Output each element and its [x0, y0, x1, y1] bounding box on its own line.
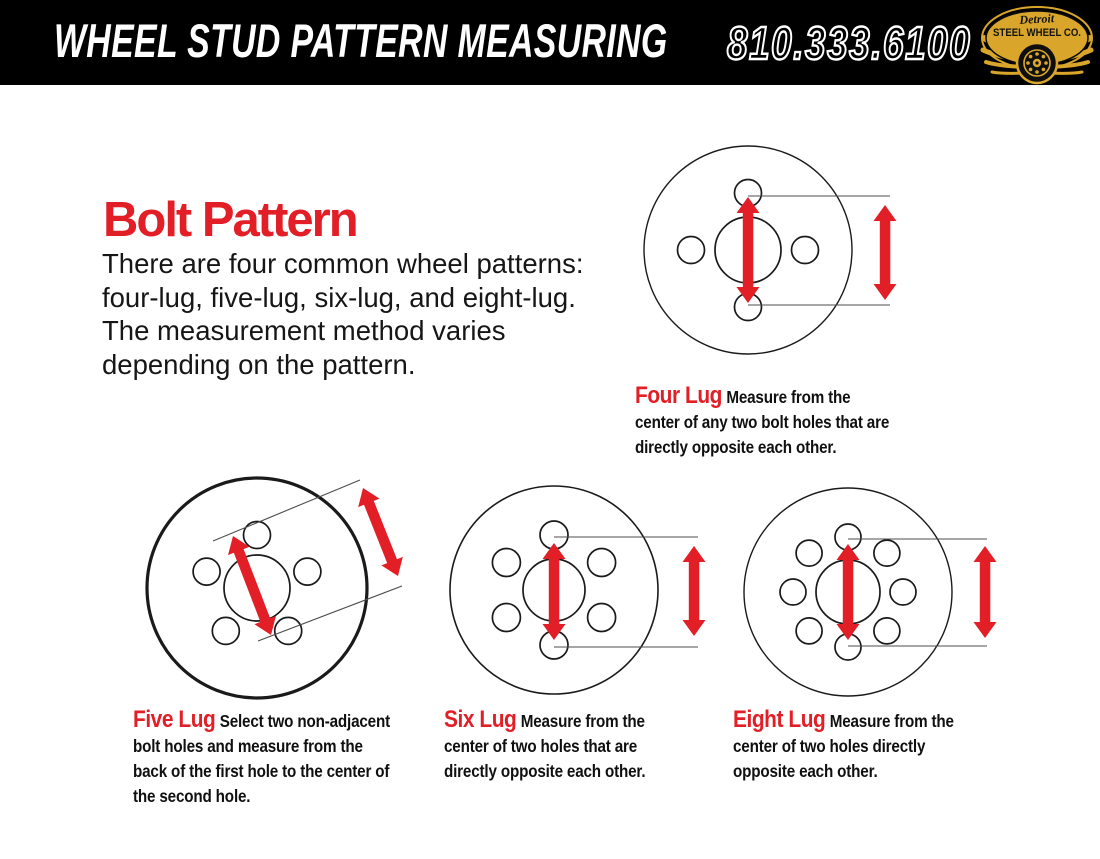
measure-arrow: [683, 546, 706, 636]
measure-arrow: [874, 205, 897, 300]
wheel-icon: [1017, 43, 1057, 83]
five-lug-diagram: [120, 460, 420, 706]
extension-line: [213, 480, 360, 541]
bolt-hole: [212, 617, 239, 644]
bolt-hole: [796, 618, 822, 644]
bolt-hole: [492, 549, 520, 577]
six-lug-label: Six Lug: [444, 706, 517, 733]
four-lug-diagram: [620, 135, 950, 375]
eight-lug-caption: [733, 707, 970, 784]
logo-script-text: Detroit: [1019, 11, 1055, 27]
bolt-hole: [294, 558, 321, 585]
bolt-hole: [275, 617, 302, 644]
four-lug-caption: [635, 383, 896, 460]
eight-lug-diagram: [718, 468, 1018, 708]
four-lug-label: Four Lug: [635, 382, 722, 409]
bolt-hole: [492, 604, 520, 632]
logo-name-text: STEEL WHEEL CO.: [993, 27, 1081, 39]
five-lug-caption: [133, 707, 394, 809]
eight-lug-label: Eight Lug: [733, 706, 826, 733]
bolt-hole: [792, 237, 819, 264]
bolt-hole: [678, 237, 705, 264]
header-bar: [0, 0, 1100, 85]
bolt-hole: [780, 579, 806, 605]
intro-text: There are four common wheel patterns: four-lug, five-lug, six-lug, and eight-lug. The measurement method varies depending on the pattern.: [102, 248, 584, 380]
bolt-hole: [588, 604, 616, 632]
four-lug-description: Measure from the center of any two bolt holes that are directly opposite each other.: [635, 387, 890, 457]
five-lug-label: Five Lug: [133, 706, 216, 733]
page-title: WHEEL STUD PATTERN MEASURING: [54, 14, 668, 67]
eight-lug-description: Measure from the center of two holes directly opposite each other.: [733, 711, 954, 781]
six-lug-description: Measure from the center of two holes that are directly opposite each other.: [444, 711, 646, 781]
phone-number: 810.333.6100: [727, 17, 972, 69]
six-lug-caption: [444, 707, 681, 784]
bolt-hole: [244, 522, 271, 549]
winged-wheel-icon: [980, 5, 1094, 93]
bolt-hole: [890, 579, 916, 605]
bolt-hole: [193, 558, 220, 585]
detroit-steel-wheel-logo: [980, 5, 1094, 93]
section-heading: Bolt Pattern: [103, 193, 357, 247]
measure-arrow: [974, 546, 997, 638]
bolt-hole: [796, 540, 822, 566]
bolt-hole: [874, 618, 900, 644]
bolt-hole: [874, 540, 900, 566]
six-lug-diagram: [430, 468, 720, 708]
bolt-hole: [588, 549, 616, 577]
five-lug-description: Select two non-adjacent bolt holes and measure from the back of the first hole to the center of the second hole.: [133, 711, 390, 806]
